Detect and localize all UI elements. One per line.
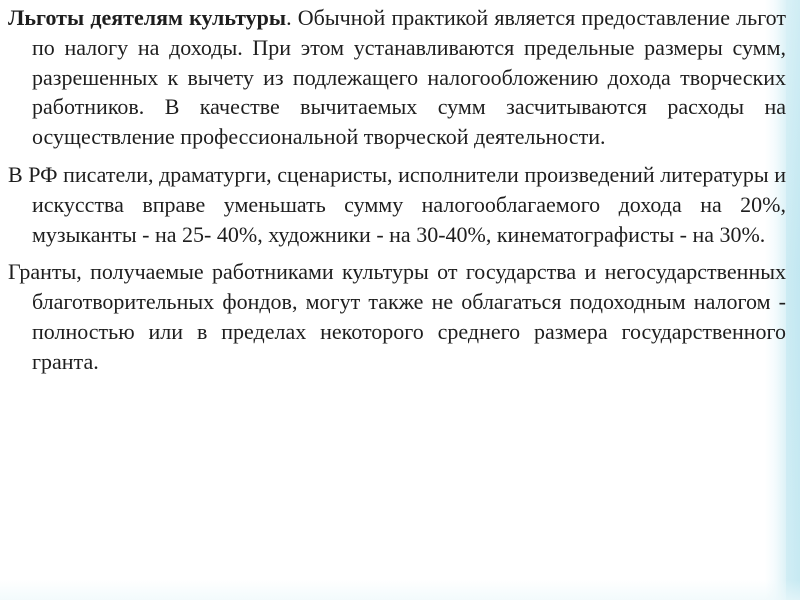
slide-body-text <box>8 3 786 377</box>
paragraph-text: . Обычной практикой является предоставление льгот по налогу на доходы. При этом устанавливаются предельные размеры сумм, разрешенных к вычету из подлежащего налогообложению дохода творческих работников. В качестве вычитаемых сумм засчитываются расходы на осуществление профессиональной творческой деятельности. <box>32 5 786 150</box>
paragraph-lead-heading: Льготы деятелям культуры <box>8 5 287 30</box>
paragraph-grants <box>8 257 786 376</box>
paragraph-rf-deductions <box>8 160 786 249</box>
paragraph-text: Гранты, получаемые работниками культуры от государства и негосударственных благотворительных фондов, могут также не облагаться подоходным налогом - полностью или в пределах некоторого среднего размера государственного гранта. <box>8 259 786 374</box>
paragraph-cultural-benefits <box>8 3 786 152</box>
right-edge-decoration <box>786 0 800 600</box>
bottom-fade-decoration <box>0 580 800 600</box>
paragraph-text: В РФ писатели, драматурги, сценаристы, исполнители произведений литературы и искусства вправе уменьшать сумму налогооблагаемого дохода на 20%, музыканты - на 25- 40%, художники - на 30-40%, кинематографисты - на 30%. <box>8 161 786 247</box>
